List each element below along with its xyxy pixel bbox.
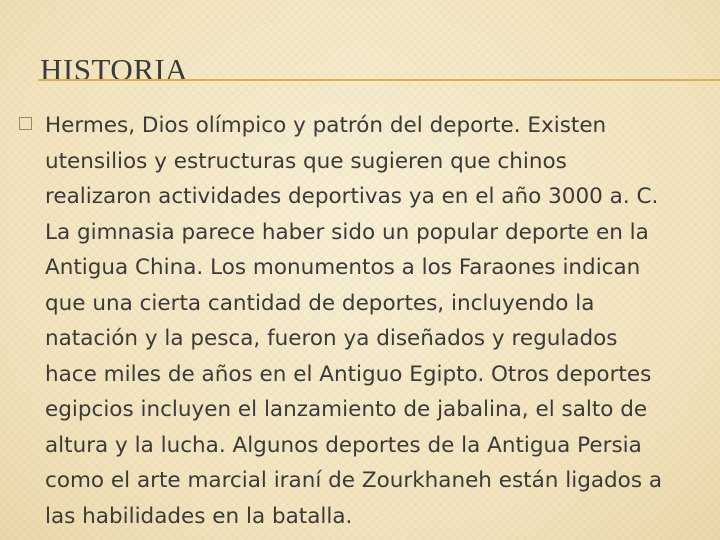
text-line: Hermes, Dios olímpico y patrón del deporte. Existen: [45, 113, 607, 138]
text-line: realizaron actividades deportivas ya en el año 3000 a. C.: [45, 184, 659, 209]
text-line: utensilios y estructuras que sugieren que chinos: [45, 148, 567, 174]
text-line: hace miles de años en el Antiguo Egipto. Otros deportes: [45, 361, 652, 387]
bullet-text: [45, 108, 720, 540]
title-underline: [38, 79, 720, 81]
text-line: natación y la pesca, fueron ya diseñados y regulados: [45, 326, 618, 351]
text-line: que una cierta cantidad de deportes, incluyendo la: [45, 290, 595, 316]
text-line: altura y la lucha. Algunos deportes de la Antigua Persia: [45, 432, 642, 458]
text-line: Antigua China. Los monumentos a los Faraones indican: [45, 255, 641, 280]
bullet-icon: [19, 117, 32, 130]
slide-title: HISTORIA: [40, 52, 189, 87]
text-line: como el arte marcial iraní de Zourkhaneh están ligados a: [45, 468, 663, 493]
text-line: La gimnasia parece haber sido un popular deporte en la: [45, 219, 649, 245]
text-line: egipcios incluyen el lanzamiento de jabalina, el salto de: [45, 397, 648, 422]
text-line: las habilidades en la batalla.: [45, 503, 353, 529]
